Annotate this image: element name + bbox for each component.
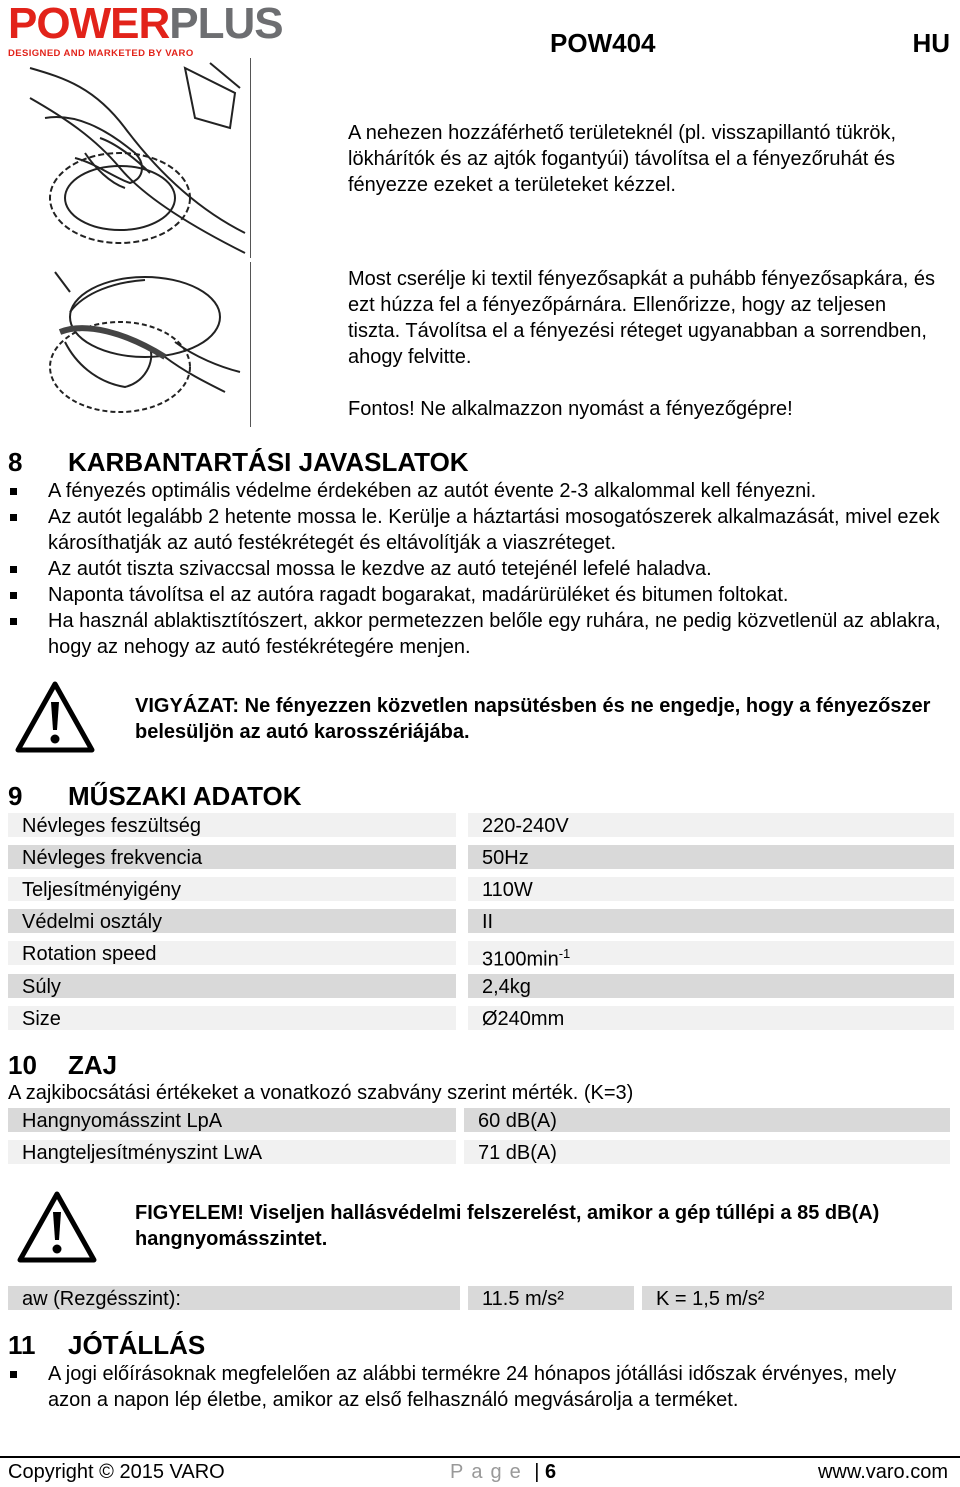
- polishing-hand-illustration: [25, 58, 251, 258]
- list-item: Naponta távolítsa el az autóra ragadt bogarakat, madárürüléket és bitumen foltokat.: [8, 582, 948, 608]
- table-row: [8, 974, 954, 1000]
- spec-label: Teljesítményigény: [8, 877, 456, 901]
- table-row: [8, 1006, 954, 1032]
- list-item: Az autót legalább 2 hetente mossa le. Kerülje a háztartási mosogatószerek alkalmazását, mivel ezek károsíthatják az autó festékrétegét és eltávolítják a viaszréteget.: [8, 504, 948, 556]
- spec-value-text: 3100min: [482, 948, 559, 971]
- brand-logo: [8, 0, 388, 59]
- section-9-heading: [8, 781, 302, 812]
- section-10-heading: [8, 1050, 117, 1081]
- list-item: Az autót tiszta szivaccsal mossa le kezdve az autó tetejénél lefelé haladva.: [8, 556, 948, 582]
- hard-to-reach-paragraph: A nehezen hozzáférhető területeknél (pl. visszapillantó tükrök, lökhárítók és az ajtók fogantyúi) távolítsa el a fényezőruhát és fényezze ezeket a területeket kézzel.: [348, 122, 897, 196]
- section-title: KARBANTARTÁSI JAVASLATOK: [68, 447, 469, 477]
- page-number: 6: [545, 1461, 557, 1483]
- noise-value: 60 dB(A): [464, 1108, 950, 1132]
- page-separator: |: [534, 1461, 540, 1483]
- table-row: [8, 909, 954, 935]
- vibration-label: aw (Rezgésszint):: [8, 1286, 460, 1310]
- logo-tagline: DESIGNED AND MARKETED BY VARO: [8, 48, 194, 59]
- spec-value: II: [468, 909, 954, 933]
- list-item: A fényezés optimális védelme érdekében az autót évente 2-3 alkalommal kell fényezni.: [8, 478, 948, 504]
- spec-value: [468, 941, 954, 971]
- warranty-list: [8, 1361, 908, 1413]
- noise-label: Hangnyomásszint LpA: [8, 1108, 456, 1132]
- spec-value: Ø240mm: [468, 1006, 954, 1030]
- list-item: A jogi előírásoknak megfelelően az alábbi termékre 24 hónapos jótállási időszak érvényes, mely azon a napon lép életbe, amikor az első felhasználó megvásárolja a terméket.: [8, 1361, 908, 1413]
- language-code: HU: [912, 28, 950, 58]
- page-indicator: [450, 1461, 556, 1484]
- section-number: 11: [8, 1330, 36, 1360]
- warning-triangle-icon: [16, 1190, 98, 1264]
- section-title: ZAJ: [68, 1050, 118, 1080]
- spec-value: 2,4kg: [468, 974, 954, 998]
- table-row: [8, 877, 954, 903]
- spec-label: Védelmi osztály: [8, 909, 456, 933]
- bonnet-change-paragraph: Most cserélje ki textil fényezősapkát a puhább fényezősapkára, és ezt húzza fel a fényezőpárnára. Ellenőrizze, hogy az teljesen tiszta. Távolítsa el a fényezési réteget ugyanabban a sorrendben, ahogy felvitte.: [348, 268, 935, 368]
- logo-part-power: POWER: [8, 0, 170, 48]
- section-title: MŰSZAKI ADATOK: [68, 781, 302, 811]
- section-number: 9: [8, 781, 23, 811]
- vibration-value: 11.5 m/s²: [468, 1286, 634, 1310]
- section-11-heading: [8, 1330, 205, 1361]
- spec-label: Size: [8, 1006, 456, 1030]
- logo-part-plus: PLUS: [169, 0, 283, 48]
- section-number: 10: [8, 1050, 37, 1080]
- bonnet-change-illustration: [25, 262, 251, 427]
- table-row: [8, 813, 954, 839]
- table-row: [8, 941, 954, 971]
- section-number: 8: [8, 447, 23, 477]
- spec-value: 110W: [468, 877, 954, 901]
- vibration-row: [8, 1286, 954, 1312]
- spec-label: Súly: [8, 974, 456, 998]
- table-row: [8, 845, 954, 871]
- hearing-protection-warning: FIGYELEM! Viseljen hallásvédelmi felszerelést, amikor a gép túllépi a 85 dB(A) hangnyomásszintet.: [135, 1202, 880, 1250]
- maintenance-list: [8, 478, 948, 660]
- noise-value: 71 dB(A): [464, 1140, 950, 1164]
- important-note: Fontos! Ne alkalmazzon nyomást a fényezőgépre!: [348, 398, 793, 420]
- section-title: JÓTÁLLÁS: [68, 1330, 206, 1360]
- page-label: Page: [450, 1461, 529, 1483]
- sunlight-warning: VIGYÁZAT: Ne fényezzen közvetlen napsütésben és ne engedje, hogy a fényezőszer belesüljön az autó karosszériájába.: [135, 695, 931, 743]
- spec-value: 220-240V: [468, 813, 954, 837]
- table-row: [8, 1108, 950, 1134]
- noise-intro: A zajkibocsátási értékeket a vonatkozó szabvány szerint mérték. (K=3): [8, 1082, 634, 1104]
- copyright: Copyright © 2015 VARO: [8, 1461, 225, 1483]
- list-item: Ha használ ablaktisztítószert, akkor permetezzen belőle egy ruhára, ne pedig közvetlenül az ablakra, hogy az nehogy az autó festékrétegére menjen.: [8, 608, 948, 660]
- spec-value: 50Hz: [468, 845, 954, 869]
- spec-label: Rotation speed: [8, 941, 456, 965]
- warning-triangle-icon: [14, 680, 96, 754]
- website-link[interactable]: www.varo.com: [817, 1461, 948, 1483]
- vibration-uncertainty: K = 1,5 m/s²: [642, 1286, 952, 1310]
- noise-label: Hangteljesítményszint LwA: [8, 1140, 456, 1164]
- footer-divider: [0, 1456, 960, 1458]
- table-row: [8, 1140, 950, 1166]
- spec-label: Névleges feszültség: [8, 813, 456, 837]
- model-number: POW404: [550, 28, 656, 58]
- section-8-heading: [8, 447, 469, 478]
- spec-label: Névleges frekvencia: [8, 845, 456, 869]
- spec-value-exponent: -1: [558, 946, 571, 961]
